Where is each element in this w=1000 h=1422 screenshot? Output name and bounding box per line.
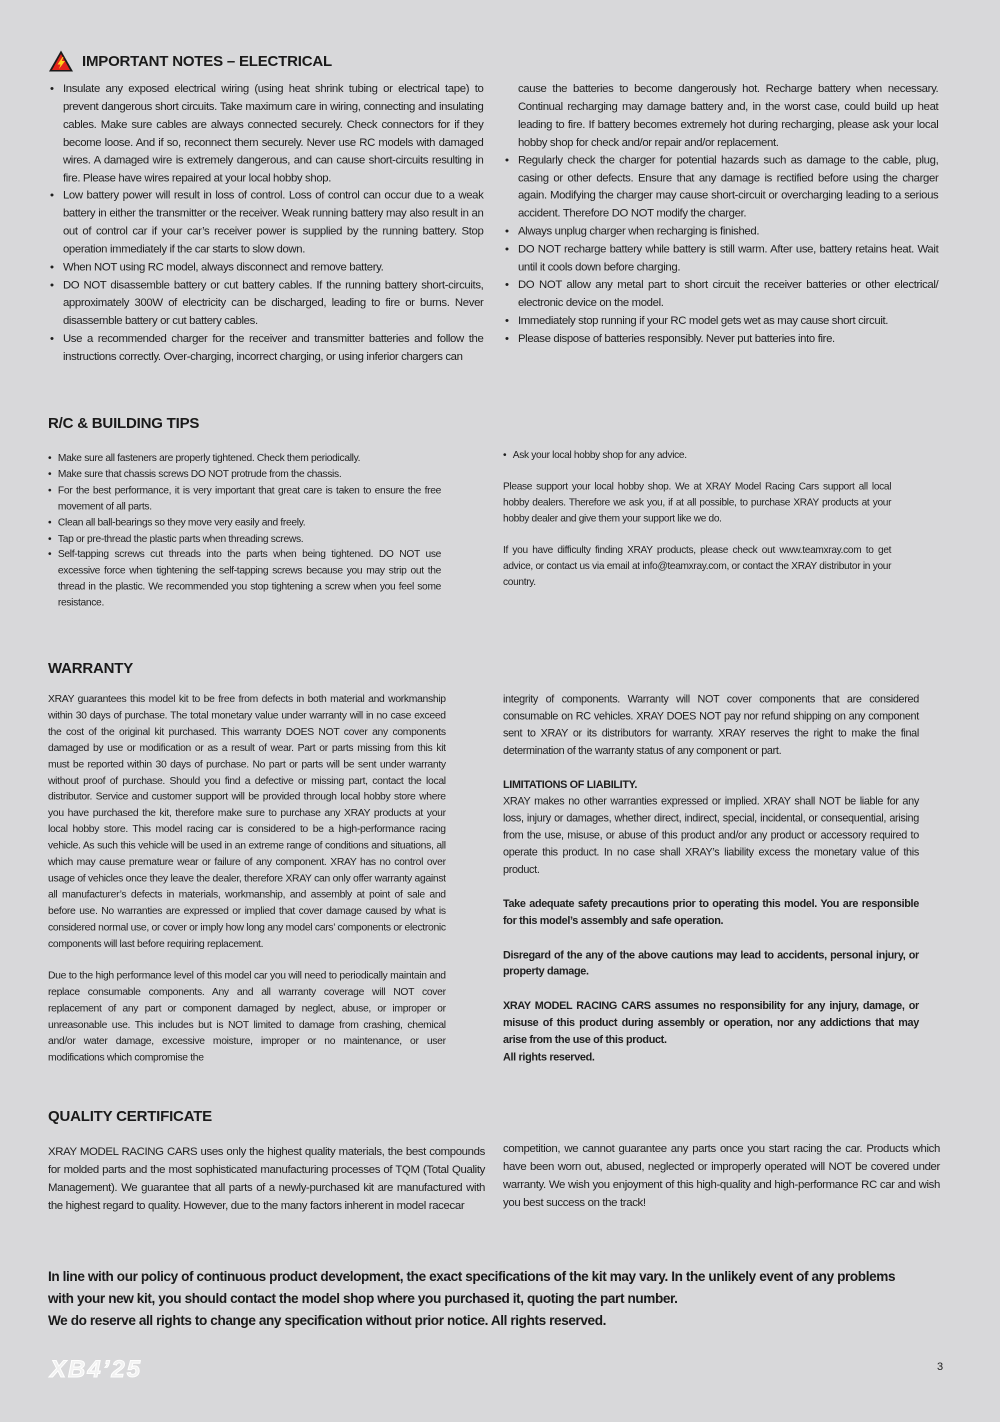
electrical-section-title — [48, 49, 332, 73]
electrical-right-column — [503, 81, 938, 349]
tips-section-title — [48, 415, 199, 432]
tips-right-column — [503, 448, 891, 591]
list-item: • Please dispose of batteries responsibly. Never put batteries into fire. — [503, 331, 938, 349]
warranty-paragraph: Due to the high performance level of this model car you will need to periodically maintain and replace consumable components. Any and all warranty coverage will NOT cover replacement of any part or component damaged by neglect, abuse, or improper or unreasonable use. This includes but is NOT limited to damage from crashing, chemical and/or water damage, excessive moisture, improper or no maintenance, or user modifications which compromise the — [48, 970, 446, 1064]
liability-title: LIMITATIONS OF LIABILITY. — [503, 779, 638, 791]
quality-section-title — [48, 1108, 212, 1125]
warranty-left-column — [48, 692, 446, 1067]
electrical-title-text: IMPORTANT NOTES – ELECTRICAL — [82, 52, 332, 70]
tips-left-column — [48, 451, 441, 612]
warranty-paragraph: XRAY guarantees this model kit to be free from defects in both material and workmanship within 30 days of purchase. The total monetary value under warranty will in no case exceed the cost of the original kit purchased. This warranty DOES NOT cover any components damaged by use or modification or as a result of wear. Part or parts missing from this kit must be reported within 30 days of purchase. No part or parts will be sent under warranty without proof of purchase. Should you find a defective or missing part, contact the local distributor. Service and customer support will be provided through local hobby store where you have purchased the kit, therefore make sure to purchase any XRAY products at your local hobby store. This model racing car is considered to be a high-performance racing vehicle. As such this vehicle will be used in an extreme range of conditions and situations, all which may cause premature wear or failure of any component. XRAY has no control over usage of vehicles once they leave the dealer, therefore XRAY can only offer warranty against all manufacturer’s defects in materials, workmanship, and assembly at point of sale and before use. No warranties are expressed or implied that cover damage caused by what is considered normal use, or cover or imply how long any model cars’ components or electronic components will last before requiring replacement. — [48, 693, 446, 950]
xb4-logo: XB4’25 — [50, 1356, 143, 1383]
contact-paragraph: If you have difficulty finding XRAY products, please check out www.teamxray.com to get advice, or contact us via email at info@teamxray.com, or contact the XRAY distributor in your country. — [503, 545, 892, 588]
list-item: • Tap or pre-thread the plastic parts when threading screws. — [48, 532, 441, 548]
note-line: We do reserve all rights to change any specification without prior notice. All rights reserved. — [48, 1312, 607, 1328]
warranty-title-text: WARRANTY — [48, 660, 134, 677]
list-item: • For the best performance, it is very important that great care is taken to ensure the free movement of all parts. — [48, 483, 441, 515]
liability-text: XRAY makes no other warranties expressed or implied. XRAY shall NOT be liable for any loss, injury or damages, whether direct, indirect, special, incidental, or consequential, arising from the use, misuse, or abuse of this product and/or any product or accessory required to operate this product. In no case shall XRAY’s liability excess the monetary value of this product. — [503, 796, 919, 876]
list-item: • Clean all ball-bearings so they move very easily and freely. — [48, 515, 441, 531]
list-item: • Use a recommended charger for the receiver and transmitter batteries and follow the instructions correctly. Over-charging, incorrect charging, or using inferior chargers can — [48, 331, 483, 367]
quality-left-column — [48, 1144, 485, 1216]
list-item: • DO NOT disassemble battery or cut battery cables. If the running battery short-circuits, approximately 300W of electricity can be discharged, leading to fire or burns. Never disassemble battery or cut battery cables. — [48, 277, 483, 331]
electrical-left-column — [48, 81, 483, 367]
list-item: • Make sure that chassis screws DO NOT protrude from the chassis. — [48, 467, 441, 483]
list-item: • Low battery power will result in loss of control. Loss of control can occur due to a weak battery in either the transmitter or the receiver. Weak running battery may also result in an out of control car if your car’s receiver power is supplied by the running battery. Stop operation immediately if the car starts to slow down. — [48, 188, 483, 259]
warranty-right-column — [503, 692, 919, 1067]
list-item: • Make sure all fasteners are properly tightened. Check them periodically. — [48, 451, 441, 467]
page-number: 3 — [937, 1361, 944, 1373]
quality-right-column — [503, 1141, 940, 1213]
note-line: In line with our policy of continuous product development, the exact specifications of the kit may vary. In the unlikely event of any problems — [48, 1269, 896, 1284]
list-item: • Insulate any exposed electrical wiring (using heat shrink tubing or electrical tape) to prevent dangerous short circuits. Take maximum care in wiring, connecting and insulating cables. Make sure cables are always connected securely. Check connectors for if they become loose. And if so, reconnect them securely. Never use RC models with damaged wires. A damaged wire is extremely dangerous, and can cause short-circuits resulting in fire. Please have wires repaired at your local hobby shop. — [48, 81, 483, 188]
safety-note: Take adequate safety precautions prior to operating this model. You are responsible for this model’s assembly and safe operation. — [503, 898, 919, 927]
quality-paragraph: competition, we cannot guarantee any parts once you start racing the car. Products which have been worn out, abused, neglected or improperly operated will NOT be covered under warranty. We wish you enjoyment of this high-quality and high-performance RC car and wish you best success on the track! — [503, 1143, 940, 1209]
warning-triangle-icon — [48, 49, 74, 73]
rights-note: All rights reserved. — [503, 1051, 595, 1064]
list-item: • Self-tapping screws cut threads into the parts when being tightened. DO NOT use excessive force when tightening the self-tapping screws because you may strip out the thread in the plastic. We recommended you stop tightening a screw when you feel some resistance. — [48, 548, 441, 612]
electrical-continuation: cause the batteries to become dangerously hot. Recharge battery when necessary. Continual recharging may damage battery and, in the worst case, could build up heat leading to fire. If battery becomes extremely hot during recharging, please ask your local hobby shop for check and/or repair and/or replacement. — [517, 82, 939, 149]
list-item: • DO NOT recharge battery while battery is still warm. After use, battery retains heat. Wait until it cools down before charging. — [503, 242, 938, 278]
tips-title-text: R/C & BUILDING TIPS — [48, 415, 200, 432]
quality-paragraph: XRAY MODEL RACING CARS uses only the highest quality materials, the best compounds for molded parts and the most sophisticated manufacturing processes of TQM (Total Quality Management). We guarantee that all parts of a newly-purchased kit are manufactured with the highest regard to quality. However, due to the many factors inherent in model racecar — [48, 1146, 485, 1212]
product-development-note — [48, 1266, 948, 1331]
disregard-note: Disregard of the any of the above cautions may lead to accidents, personal injury, or property damage. — [503, 949, 919, 978]
list-item: • Immediately stop running if your RC model gets wet as may cause short circuit. — [503, 313, 938, 331]
list-item: • Regularly check the charger for potential hazards such as damage to the cable, plug, casing or other defects. Ensure that any damage is rectified before using the charger again. Modifying the charger may cause short-circuit or overcharging leading to a serious accident. Therefore DO NOT modify the charger. — [503, 152, 938, 223]
list-item: • Always unplug charger when recharging is finished. — [503, 224, 938, 242]
note-line: with your new kit, you should contact the model shop where you purchased it, quoting the part number. — [48, 1290, 678, 1306]
responsibility-note: XRAY MODEL RACING CARS assumes no responsibility for any injury, damage, or misuse of this product during assembly or operation, nor any addictions that may arise from the use of this product. — [503, 1000, 919, 1047]
hobby-shop-paragraph: Please support your local hobby shop. We at XRAY Model Racing Cars support all local hobby dealers. Therefore we ask you, if at all possible, to purchase XRAY products at your hobby dealer and give them your support like we do. — [503, 481, 892, 525]
warranty-paragraph: integrity of components. Warranty will NOT cover components that are considered consumable on RC vehicles. XRAY DOES NOT pay nor refund shipping on any component sent to XRAY or its distributors for warranty. XRAY reserves the right to make the final determination of the warranty status of any component or part. — [503, 693, 919, 757]
list-item: • When NOT using RC model, always disconnect and remove battery. — [48, 259, 483, 277]
quality-title-text: QUALITY CERTIFICATE — [48, 1108, 212, 1125]
warranty-section-title — [48, 660, 133, 677]
list-item: • DO NOT allow any metal part to short circuit the receiver batteries or other electrical/ electronic device on the model. — [503, 277, 938, 313]
list-item: • Ask your local hobby shop for any advice. — [503, 448, 891, 464]
